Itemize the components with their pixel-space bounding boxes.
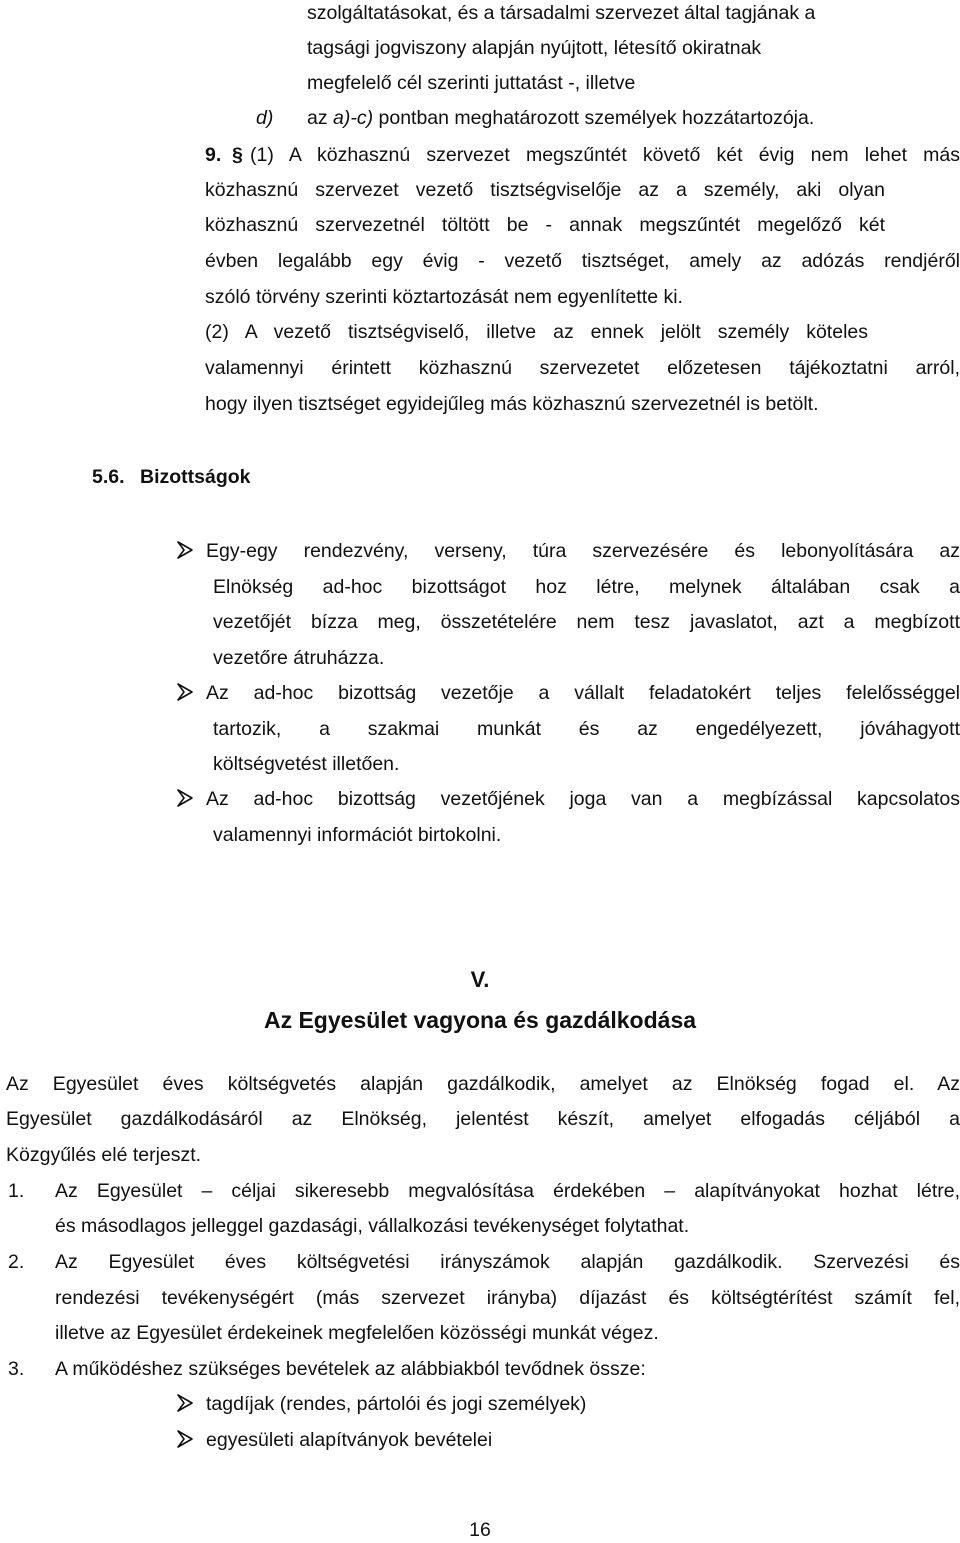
text-line: valamennyi érintett közhasznú szervezetet előzetesen tájékoztatni arról,	[205, 357, 960, 379]
text-line: közhasznú szervezet vezető tisztségviselője az a személy, aki olyan	[205, 179, 885, 201]
list-number: 3.	[8, 1358, 25, 1380]
arrow-bullet-icon	[175, 1392, 197, 1416]
paragraph-number: 9.	[205, 144, 222, 166]
list-line: illetve az Egyesület érdekeinek megfelelően közösségi munkát végez.	[55, 1322, 659, 1344]
list-number: 2.	[8, 1251, 25, 1273]
arrow-bullet-icon	[175, 787, 197, 811]
bullet-line: Elnökség ad-hoc bizottságot hoz létre, melynek általában csak a	[213, 576, 960, 598]
bullet-line: Az ad-hoc bizottság vezetőjének joga van a megbízással kapcsolatos	[206, 788, 960, 810]
chapter-number: V.	[470, 967, 490, 992]
text-line: (2) A vezető tisztségviselő, illetve az ennek jelölt személy köteles	[205, 321, 868, 343]
bullet-line: vezetőre átruházza.	[213, 647, 385, 669]
arrow-bullet-icon	[175, 539, 197, 563]
text-line: Közgyűlés elé terjeszt.	[6, 1144, 202, 1166]
bullet-line: vezetőjét bízza meg, összetételére nem tesz javaslatot, azt a megbízott	[213, 611, 960, 633]
text-line: Az Egyesület éves költségvetés alapján gazdálkodik, amelyet az Elnökség fogad el. Az	[6, 1073, 960, 1095]
text-line: Egyesület gazdálkodásáról az Elnökség, jelentést készít, amelyet elfogadás céljából a	[6, 1108, 960, 1130]
bullet-line: Az ad-hoc bizottság vezetője a vállalt feladatokért teljes felelősséggel	[206, 682, 960, 704]
text-line: megfelelő cél szerinti juttatást -, illetve	[307, 72, 636, 94]
arrow-bullet-icon	[175, 681, 197, 705]
arrow-bullet-icon	[175, 1428, 197, 1452]
list-line: rendezési tevékenységért (más szervezet irányba) díjazást és költségtérítést számít fel,	[55, 1287, 960, 1309]
list-line: A működéshez szükséges bevételek az alábbiakból tevődnek össze:	[55, 1358, 646, 1380]
list-label: d)	[256, 107, 274, 129]
bullet-line: valamennyi információt birtokolni.	[213, 824, 502, 846]
bullet-line: tartozik, a szakmai munkát és az engedélyezett, jóváhagyott	[213, 718, 960, 740]
bullet-line: költségvetést illetően.	[213, 753, 400, 775]
section-number: 5.6.	[92, 466, 125, 488]
page-number: 16	[469, 1519, 491, 1541]
text-line: hogy ilyen tisztséget egyidejűleg más közhasznú szervezetnél is betölt.	[205, 393, 819, 415]
text-line: (1) A közhasznú szervezet megszűntét követő két évig nem lehet más	[250, 144, 960, 166]
section-sign: §	[232, 144, 243, 166]
bullet-line: tagdíjak (rendes, pártolói és jogi személyek)	[206, 1393, 587, 1415]
section-title: Bizottságok	[140, 466, 251, 488]
list-number: 1.	[8, 1180, 25, 1202]
list-line: és másodlagos jelleggel gazdasági, vállalkozási tevékenységet folytathat.	[55, 1215, 690, 1237]
list-line: Az Egyesület éves költségvetési irányszámok alapján gazdálkodik. Szervezési és	[55, 1251, 960, 1273]
text-line: az a)-c) pontban meghatározott személyek hozzátartozója.	[307, 107, 815, 129]
text-line: közhasznú szervezetnél töltött be - annak megszűntét megelőző két	[205, 214, 885, 236]
text-line: évben legalább egy évig - vezető tisztséget, amely az adózás rendjéről	[205, 250, 960, 272]
list-line: Az Egyesület – céljai sikeresebb megvalósítása érdekében – alapítványokat hozhat létre,	[55, 1180, 960, 1202]
text-line: szolgáltatásokat, és a társadalmi szervezet által tagjának a	[307, 2, 816, 24]
text-line: tagsági jogviszony alapján nyújtott, létesítő okiratnak	[307, 37, 762, 59]
bullet-line: Egy-egy rendezvény, verseny, túra szervezésére és lebonyolítására az	[206, 540, 960, 562]
bullet-line: egyesületi alapítványok bevételei	[206, 1429, 493, 1451]
chapter-title: Az Egyesület vagyona és gazdálkodása	[263, 1007, 697, 1033]
text-line: szóló törvény szerinti köztartozását nem egyenlítette ki.	[205, 286, 683, 308]
